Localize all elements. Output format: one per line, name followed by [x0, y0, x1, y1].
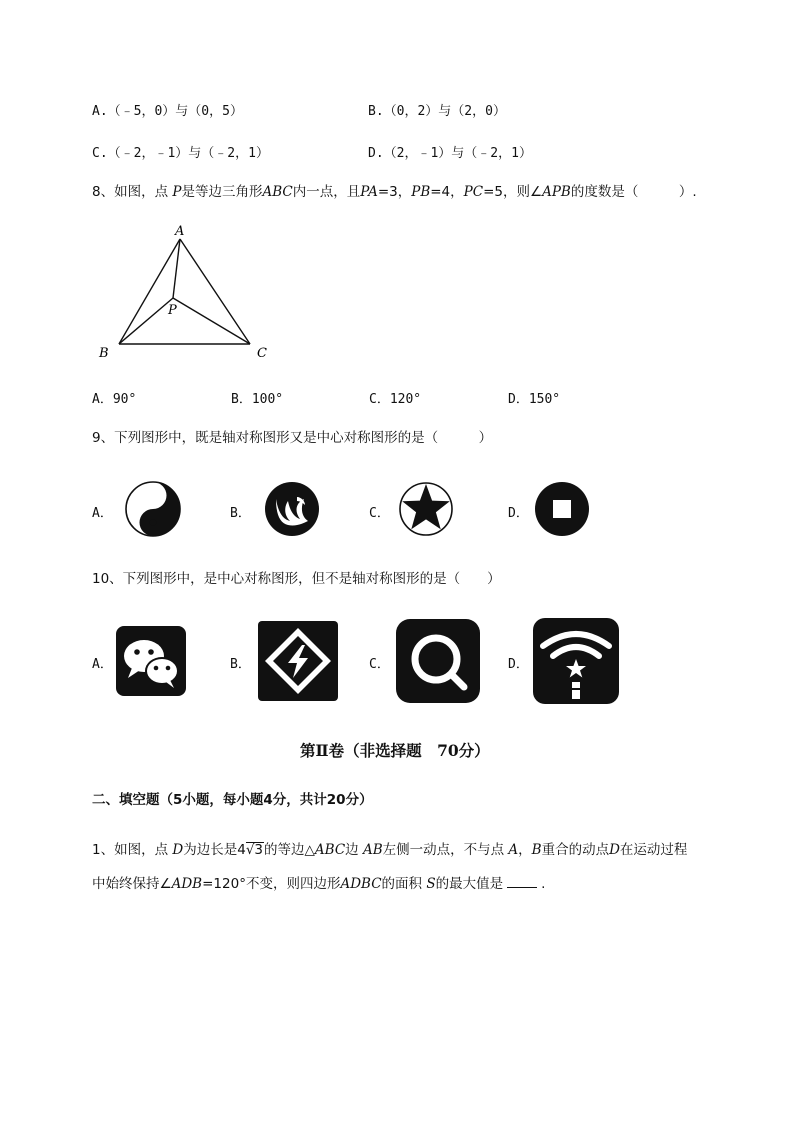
q8-option-d: D．150°	[508, 392, 561, 407]
star-in-circle-icon	[398, 481, 454, 537]
vertex-c-label: C	[257, 346, 267, 361]
q9-question: 9、下列图形中，既是轴对称图形又是中心对称图形的是（ ）	[92, 430, 493, 446]
q9-label-c: C．	[369, 506, 390, 521]
yin-yang-icon	[125, 481, 181, 537]
q7-option-a: A.（﹣5，0）与（0，5）	[92, 104, 243, 119]
q10-label-a: A．	[92, 657, 113, 672]
q9-label-a: A．	[92, 506, 113, 521]
q10-label-c: C．	[369, 657, 390, 672]
q10-question: 10、下列图形中，是中心对称图形，但不是轴对称图形的是（ ）	[92, 571, 501, 587]
search-q-icon	[396, 619, 480, 703]
q7-option-b: B.（0，2）与（2，0）	[368, 104, 506, 119]
square-coin-icon	[534, 481, 590, 537]
q7-option-c: C.（﹣2，﹣1）与（﹣2，1）	[92, 146, 269, 161]
triangle-figure	[95, 220, 285, 365]
fill-question-1-line-1: 1、如图，点 D为边长是4√3的等边△ABC边 AB左侧一动点，不与点 A，B重合的动点D在运动过程	[92, 842, 688, 858]
wechat-icon	[116, 626, 186, 696]
wifi-star-icon	[533, 618, 619, 704]
q9-label-b: B．	[230, 506, 251, 521]
q8-option-c: C．120°	[369, 392, 422, 407]
q10-label-d: D．	[508, 657, 529, 672]
q7-option-d: D.（2，﹣1）与（﹣2，1）	[368, 146, 532, 161]
q8-option-b: B．100°	[231, 392, 284, 407]
q8-option-a: A．90°	[92, 392, 137, 407]
vertex-b-label: B	[99, 346, 109, 361]
answer-blank[interactable]	[507, 875, 537, 888]
q10-label-b: B．	[230, 657, 251, 672]
swirl-logo-icon	[264, 481, 320, 537]
fill-in-section-heading: 二、填空题（5小题，每小题4分，共计20分）	[92, 792, 373, 808]
point-p-label: P	[168, 303, 177, 318]
fill-question-1-line-2: 中始终保持∠ADB=120°不变，则四边形ADBC的面积 S的最大值是 .	[92, 876, 546, 892]
lightning-bolt-icon	[258, 621, 338, 701]
q9-label-d: D．	[508, 506, 529, 521]
q8-question: 8、如图，点 P是等边三角形ABC内一点，且PA=3，PB=4，PC=5，则∠APB的度数是（ ）.	[92, 184, 697, 200]
vertex-a-label: A	[175, 224, 185, 239]
part-two-title: 第Ⅱ卷（非选择题 70分）	[300, 741, 490, 760]
